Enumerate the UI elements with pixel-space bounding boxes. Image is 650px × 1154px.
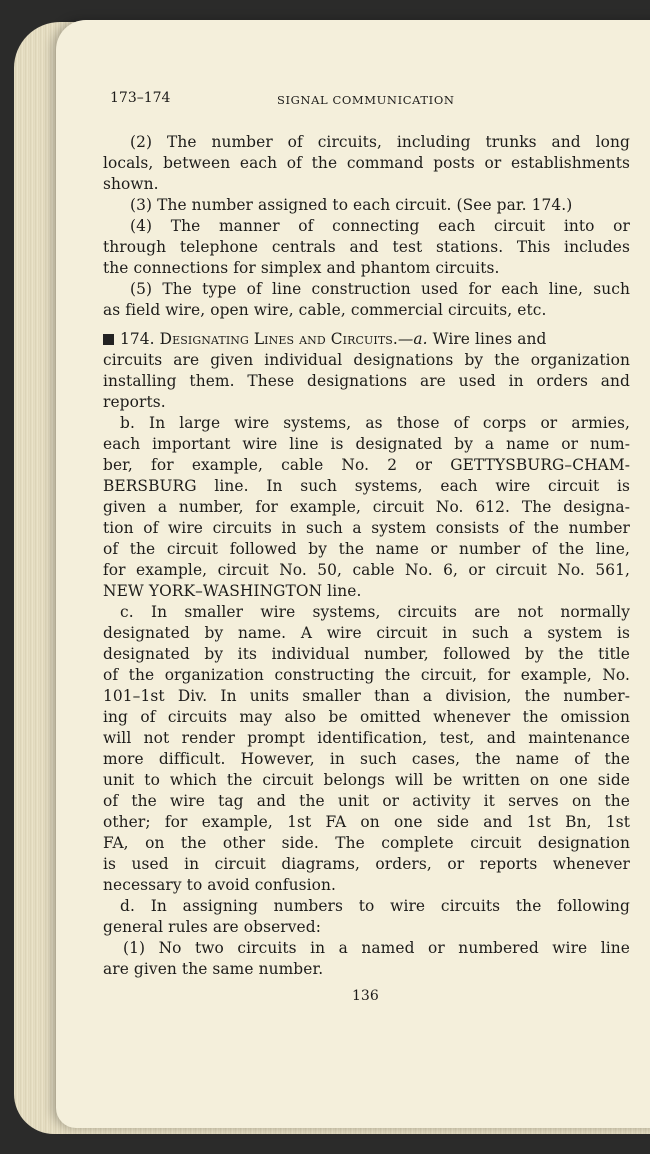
text-line: BERSBURG line. In such systems, each wire circuit is (103, 477, 630, 495)
section-174 (103, 329, 630, 413)
text-line: other; for example, 1st FA on one side and 1st Bn, 1st (103, 813, 630, 831)
paragraph-2 (103, 132, 630, 195)
text-line: tion of wire circuits in such a system consists of the number (103, 519, 630, 537)
text-line: FA, on the other side. The complete circuit designation (103, 834, 630, 852)
section-marker-icon (103, 334, 114, 345)
text-line: NEW YORK–WASHINGTON line. (103, 582, 362, 600)
text-line: given a number, for example, circuit No. 612. The designa- (103, 498, 630, 516)
section-first-line: Wire lines and (432, 330, 547, 348)
text-line: b. In large wire systems, as those of corps or armies, (120, 414, 630, 432)
section-range: 173–174 (110, 90, 171, 106)
section-number: 174. (120, 330, 155, 348)
text-line: (3) The number assigned to each circuit. (See par. 174.) (130, 196, 573, 214)
running-title: SIGNAL COMMUNICATION (277, 93, 455, 107)
subparagraph-c (103, 602, 630, 896)
text-line: shown. (103, 175, 159, 193)
text-line: (1) No two circuits in a named or numbered wire line (123, 939, 630, 957)
text-line: ing of circuits may also be omitted whenever the omission (103, 708, 630, 726)
text-line: as field wire, open wire, cable, commercial circuits, etc. (103, 301, 547, 319)
text-line: (4) The manner of connecting each circuit into or (130, 217, 630, 235)
text-line: designated by its individual number, followed by the title (103, 645, 630, 663)
text-line: will not render prompt identification, test, and maintenance (103, 729, 630, 747)
text-line: is used in circuit diagrams, orders, or reports whenever (103, 855, 630, 873)
page-number: 136 (352, 988, 379, 1004)
text-line: each important wire line is designated by a name or num- (103, 435, 630, 453)
text-line: circuits are given individual designations by the organization (103, 351, 630, 369)
text-line: the connections for simplex and phantom circuits. (103, 259, 500, 277)
text-line: more difficult. However, in such cases, the name of the (103, 750, 630, 768)
text-line: 101–1st Div. In units smaller than a division, the number- (103, 687, 630, 705)
text-line: for example, circuit No. 50, cable No. 6, or circuit No. 561, (103, 561, 630, 579)
text-line: reports. (103, 393, 166, 411)
section-heading-line (103, 329, 630, 350)
text-line: general rules are observed: (103, 918, 321, 936)
subparagraph-d (103, 896, 630, 938)
text-line: installing them. These designations are used in orders and (103, 372, 630, 390)
text-line: d. In assigning numbers to wire circuits the following (120, 897, 630, 915)
text-line: necessary to avoid confusion. (103, 876, 337, 894)
section-heading: Designating Lines and Circuits. (159, 330, 398, 348)
paragraph-4 (103, 216, 630, 279)
text-line: locals, between each of the command posts or establishments (103, 154, 630, 172)
subparagraph-d1 (103, 938, 630, 980)
text-line: of the wire tag and the unit or activity it serves on the (103, 792, 630, 810)
paragraph-5 (103, 279, 630, 321)
text-line: ber, for example, cable No. 2 or GETTYSBURG–CHAM- (103, 456, 630, 474)
text-line: c. In smaller wire systems, circuits are not normally (120, 603, 630, 621)
text-line: unit to which the circuit belongs will be written on one side (103, 771, 630, 789)
text-line: designated by name. A wire circuit in such a system is (103, 624, 630, 642)
text-line: through telephone centrals and test stations. This includes (103, 238, 630, 256)
section-subpara-a: —a. (397, 330, 428, 348)
text-line: of the circuit followed by the name or number of the line, (103, 540, 630, 558)
text-line: are given the same number. (103, 960, 324, 978)
text-line: of the organization constructing the circuit, for example, No. (103, 666, 630, 684)
subparagraph-b (103, 413, 630, 602)
text-line: (2) The number of circuits, including trunks and long (130, 133, 630, 151)
paragraph-3 (103, 195, 630, 216)
text-line: (5) The type of line construction used for each line, such (130, 280, 630, 298)
